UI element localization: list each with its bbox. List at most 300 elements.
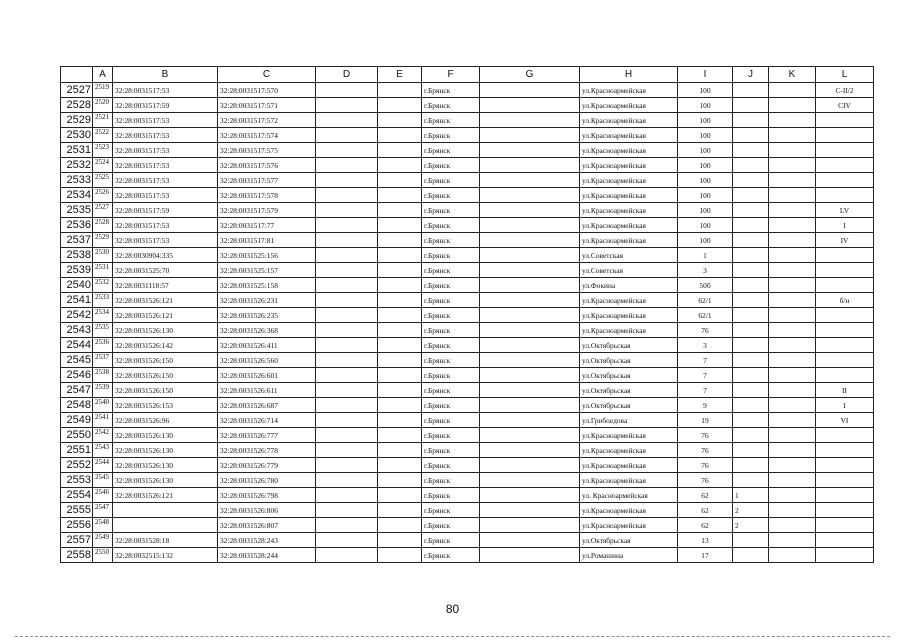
cell-f[interactable]: г.Брянск: [422, 548, 480, 563]
cell-j[interactable]: [733, 128, 769, 143]
cell-i[interactable]: 100: [678, 113, 733, 128]
cell-h[interactable]: ул.Красноармейская: [580, 188, 678, 203]
cell-h[interactable]: ул.Красноармейская: [580, 308, 678, 323]
cell-a[interactable]: 2544: [93, 458, 113, 473]
cell-b[interactable]: [113, 503, 218, 518]
cell-j[interactable]: [733, 323, 769, 338]
cell-h[interactable]: ул.Октябрьская: [580, 353, 678, 368]
cell-b[interactable]: 32:28:0031517:53: [113, 233, 218, 248]
cell-i[interactable]: 100: [678, 173, 733, 188]
cell-c[interactable]: 32:28:0031526:778: [218, 443, 316, 458]
cell-j[interactable]: [733, 113, 769, 128]
cell-b[interactable]: 32:28:0032515:132: [113, 548, 218, 563]
cell-d[interactable]: [316, 428, 378, 443]
cell-c[interactable]: 32:28:0031517:571: [218, 98, 316, 113]
cell-k[interactable]: [769, 428, 816, 443]
cell-k[interactable]: [769, 98, 816, 113]
cell-l[interactable]: [816, 278, 874, 293]
cell-f[interactable]: г.Брянск: [422, 353, 480, 368]
cell-b[interactable]: 32:28:0031517:53: [113, 113, 218, 128]
cell-b[interactable]: 32:28:0031525:70: [113, 263, 218, 278]
cell-e[interactable]: [378, 113, 422, 128]
cell-f[interactable]: г.Брянск: [422, 338, 480, 353]
cell-i[interactable]: 62/1: [678, 308, 733, 323]
cell-j[interactable]: [733, 353, 769, 368]
cell-h[interactable]: ул.Красноармейская: [580, 428, 678, 443]
cell-e[interactable]: [378, 548, 422, 563]
cell-c[interactable]: 32:28:0031526:807: [218, 518, 316, 533]
cell-d[interactable]: [316, 233, 378, 248]
row-number[interactable]: 2556: [61, 518, 93, 533]
cell-a[interactable]: 2527: [93, 203, 113, 218]
cell-a[interactable]: 2546: [93, 488, 113, 503]
cell-a[interactable]: 2537: [93, 353, 113, 368]
cell-j[interactable]: [733, 443, 769, 458]
cell-k[interactable]: [769, 218, 816, 233]
cell-c[interactable]: 32:28:0031526:411: [218, 338, 316, 353]
cell-c[interactable]: 32:28:0031526:806: [218, 503, 316, 518]
cell-i[interactable]: 100: [678, 83, 733, 98]
cell-k[interactable]: [769, 278, 816, 293]
cell-l[interactable]: [816, 173, 874, 188]
cell-i[interactable]: 3: [678, 263, 733, 278]
cell-e[interactable]: [378, 488, 422, 503]
cell-b[interactable]: 32:28:0031526:130: [113, 323, 218, 338]
cell-d[interactable]: [316, 98, 378, 113]
cell-j[interactable]: [733, 473, 769, 488]
cell-e[interactable]: [378, 458, 422, 473]
cell-j[interactable]: [733, 368, 769, 383]
cell-h[interactable]: ул.Красноармейская: [580, 113, 678, 128]
row-number[interactable]: 2545: [61, 353, 93, 368]
cell-e[interactable]: [378, 83, 422, 98]
cell-a[interactable]: 2523: [93, 143, 113, 158]
cell-i[interactable]: 100: [678, 158, 733, 173]
cell-k[interactable]: [769, 398, 816, 413]
cell-k[interactable]: [769, 488, 816, 503]
cell-e[interactable]: [378, 218, 422, 233]
cell-j[interactable]: [733, 383, 769, 398]
cell-g[interactable]: [480, 503, 580, 518]
cell-e[interactable]: [378, 398, 422, 413]
cell-k[interactable]: [769, 338, 816, 353]
cell-k[interactable]: [769, 548, 816, 563]
cell-i[interactable]: 62: [678, 518, 733, 533]
cell-l[interactable]: [816, 488, 874, 503]
cell-c[interactable]: 32:28:0031517:579: [218, 203, 316, 218]
row-number[interactable]: 2531: [61, 143, 93, 158]
cell-i[interactable]: 100: [678, 128, 733, 143]
cell-h[interactable]: ул.Красноармейская: [580, 158, 678, 173]
cell-l[interactable]: [816, 263, 874, 278]
cell-j[interactable]: [733, 413, 769, 428]
cell-l[interactable]: I: [816, 218, 874, 233]
cell-g[interactable]: [480, 383, 580, 398]
cell-i[interactable]: 17: [678, 548, 733, 563]
column-header-i[interactable]: I: [678, 67, 733, 83]
cell-e[interactable]: [378, 368, 422, 383]
cell-g[interactable]: [480, 518, 580, 533]
column-header-e[interactable]: E: [378, 67, 422, 83]
cell-k[interactable]: [769, 518, 816, 533]
cell-i[interactable]: 62/1: [678, 293, 733, 308]
row-number[interactable]: 2553: [61, 473, 93, 488]
cell-a[interactable]: 2520: [93, 98, 113, 113]
cell-b[interactable]: 32:28:0031526:121: [113, 488, 218, 503]
cell-g[interactable]: [480, 473, 580, 488]
cell-a[interactable]: 2550: [93, 548, 113, 563]
row-number[interactable]: 2535: [61, 203, 93, 218]
cell-f[interactable]: г.Брянск: [422, 278, 480, 293]
cell-e[interactable]: [378, 188, 422, 203]
cell-a[interactable]: 2533: [93, 293, 113, 308]
cell-d[interactable]: [316, 458, 378, 473]
cell-e[interactable]: [378, 98, 422, 113]
cell-h[interactable]: ул.Красноармейская: [580, 143, 678, 158]
cell-f[interactable]: г.Брянск: [422, 143, 480, 158]
cell-j[interactable]: [733, 173, 769, 188]
row-number[interactable]: 2542: [61, 308, 93, 323]
cell-l[interactable]: [816, 548, 874, 563]
cell-c[interactable]: 32:28:0031526:601: [218, 368, 316, 383]
cell-d[interactable]: [316, 143, 378, 158]
cell-d[interactable]: [316, 173, 378, 188]
cell-d[interactable]: [316, 473, 378, 488]
cell-d[interactable]: [316, 518, 378, 533]
cell-d[interactable]: [316, 353, 378, 368]
cell-e[interactable]: [378, 233, 422, 248]
cell-l[interactable]: LV: [816, 203, 874, 218]
cell-c[interactable]: 32:28:0031526:611: [218, 383, 316, 398]
cell-b[interactable]: 32:28:0031517:53: [113, 143, 218, 158]
cell-b[interactable]: 32:28:0031517:53: [113, 158, 218, 173]
cell-e[interactable]: [378, 503, 422, 518]
cell-c[interactable]: 32:28:0031525:158: [218, 278, 316, 293]
cell-g[interactable]: [480, 308, 580, 323]
cell-k[interactable]: [769, 368, 816, 383]
cell-l[interactable]: [816, 473, 874, 488]
cell-c[interactable]: 32:28:0031526:780: [218, 473, 316, 488]
cell-k[interactable]: [769, 233, 816, 248]
cell-b[interactable]: 32:28:0031526:150: [113, 368, 218, 383]
cell-k[interactable]: [769, 533, 816, 548]
cell-f[interactable]: г.Брянск: [422, 158, 480, 173]
cell-c[interactable]: 32:28:0031525:156: [218, 248, 316, 263]
cell-b[interactable]: 32:28:0031517:53: [113, 83, 218, 98]
cell-i[interactable]: 7: [678, 353, 733, 368]
cell-k[interactable]: [769, 143, 816, 158]
cell-e[interactable]: [378, 203, 422, 218]
cell-c[interactable]: 32:28:0031526:235: [218, 308, 316, 323]
cell-i[interactable]: 7: [678, 383, 733, 398]
cell-j[interactable]: [733, 218, 769, 233]
cell-c[interactable]: 32:28:0031526:231: [218, 293, 316, 308]
cell-i[interactable]: 19: [678, 413, 733, 428]
cell-k[interactable]: [769, 293, 816, 308]
cell-d[interactable]: [316, 293, 378, 308]
cell-b[interactable]: 32:28:0031526:150: [113, 353, 218, 368]
row-number[interactable]: 2537: [61, 233, 93, 248]
cell-f[interactable]: г.Брянск: [422, 128, 480, 143]
cell-i[interactable]: 3: [678, 338, 733, 353]
cell-k[interactable]: [769, 128, 816, 143]
cell-g[interactable]: [480, 143, 580, 158]
cell-l[interactable]: [816, 143, 874, 158]
cell-h[interactable]: ул.Красноармейская: [580, 128, 678, 143]
row-number[interactable]: 2547: [61, 383, 93, 398]
column-header-b[interactable]: B: [113, 67, 218, 83]
cell-l[interactable]: б/н: [816, 293, 874, 308]
cell-b[interactable]: 32:28:0031526:153: [113, 398, 218, 413]
cell-c[interactable]: 32:28:0031517:81: [218, 233, 316, 248]
cell-g[interactable]: [480, 413, 580, 428]
cell-d[interactable]: [316, 533, 378, 548]
cell-a[interactable]: 2524: [93, 158, 113, 173]
cell-h[interactable]: ул.Ромашина: [580, 548, 678, 563]
cell-c[interactable]: 32:28:0031517:575: [218, 143, 316, 158]
cell-k[interactable]: [769, 443, 816, 458]
row-number[interactable]: 2532: [61, 158, 93, 173]
row-number[interactable]: 2551: [61, 443, 93, 458]
cell-h[interactable]: ул.Красноармейская: [580, 203, 678, 218]
row-number[interactable]: 2533: [61, 173, 93, 188]
cell-d[interactable]: [316, 113, 378, 128]
cell-d[interactable]: [316, 488, 378, 503]
cell-f[interactable]: г.Брянск: [422, 218, 480, 233]
cell-e[interactable]: [378, 338, 422, 353]
cell-a[interactable]: 2522: [93, 128, 113, 143]
cell-h[interactable]: ул.Советская: [580, 263, 678, 278]
cell-j[interactable]: [733, 293, 769, 308]
cell-h[interactable]: ул.Красноармейская: [580, 173, 678, 188]
row-number[interactable]: 2543: [61, 323, 93, 338]
row-number[interactable]: 2552: [61, 458, 93, 473]
cell-h[interactable]: ул.Октябрьская: [580, 338, 678, 353]
cell-a[interactable]: 2526: [93, 188, 113, 203]
cell-g[interactable]: [480, 278, 580, 293]
row-number[interactable]: 2558: [61, 548, 93, 563]
cell-g[interactable]: [480, 248, 580, 263]
cell-k[interactable]: [769, 458, 816, 473]
column-header-l[interactable]: L: [816, 67, 874, 83]
cell-g[interactable]: [480, 293, 580, 308]
row-number[interactable]: 2540: [61, 278, 93, 293]
cell-a[interactable]: 2540: [93, 398, 113, 413]
cell-d[interactable]: [316, 83, 378, 98]
row-number[interactable]: 2530: [61, 128, 93, 143]
cell-a[interactable]: 2532: [93, 278, 113, 293]
cell-b[interactable]: 32:28:0031517:53: [113, 128, 218, 143]
cell-g[interactable]: [480, 398, 580, 413]
cell-l[interactable]: [816, 248, 874, 263]
cell-e[interactable]: [378, 128, 422, 143]
row-number[interactable]: 2544: [61, 338, 93, 353]
cell-g[interactable]: [480, 353, 580, 368]
cell-a[interactable]: 2542: [93, 428, 113, 443]
cell-c[interactable]: 32:28:0031517:578: [218, 188, 316, 203]
cell-b[interactable]: 32:28:0031528:18: [113, 533, 218, 548]
cell-c[interactable]: 32:28:0031517:570: [218, 83, 316, 98]
row-number[interactable]: 2529: [61, 113, 93, 128]
cell-h[interactable]: ул.Красноармейская: [580, 293, 678, 308]
cell-f[interactable]: г.Брянск: [422, 458, 480, 473]
cell-b[interactable]: 32:28:0031517:59: [113, 203, 218, 218]
cell-k[interactable]: [769, 383, 816, 398]
cell-d[interactable]: [316, 128, 378, 143]
cell-a[interactable]: 2521: [93, 113, 113, 128]
cell-d[interactable]: [316, 548, 378, 563]
cell-a[interactable]: 2535: [93, 323, 113, 338]
cell-k[interactable]: [769, 188, 816, 203]
cell-i[interactable]: 9: [678, 398, 733, 413]
cell-j[interactable]: [733, 458, 769, 473]
cell-c[interactable]: 32:28:0031517:577: [218, 173, 316, 188]
cell-b[interactable]: 32:28:0031118:57: [113, 278, 218, 293]
cell-k[interactable]: [769, 323, 816, 338]
cell-c[interactable]: 32:28:0031526:560: [218, 353, 316, 368]
cell-d[interactable]: [316, 308, 378, 323]
cell-l[interactable]: IV: [816, 233, 874, 248]
row-number[interactable]: 2546: [61, 368, 93, 383]
cell-i[interactable]: 62: [678, 503, 733, 518]
row-number[interactable]: 2549: [61, 413, 93, 428]
cell-i[interactable]: 1: [678, 248, 733, 263]
cell-f[interactable]: г.Брянск: [422, 428, 480, 443]
cell-g[interactable]: [480, 548, 580, 563]
row-number[interactable]: 2528: [61, 98, 93, 113]
cell-i[interactable]: 76: [678, 428, 733, 443]
row-number[interactable]: 2538: [61, 248, 93, 263]
row-number[interactable]: 2555: [61, 503, 93, 518]
cell-i[interactable]: 50б: [678, 278, 733, 293]
cell-d[interactable]: [316, 398, 378, 413]
cell-g[interactable]: [480, 83, 580, 98]
cell-a[interactable]: 2534: [93, 308, 113, 323]
column-header-j[interactable]: J: [733, 67, 769, 83]
cell-l[interactable]: [816, 338, 874, 353]
cell-f[interactable]: г.Брянск: [422, 413, 480, 428]
cell-b[interactable]: 32:28:0031526:130: [113, 428, 218, 443]
cell-h[interactable]: ул.Красноармейская: [580, 323, 678, 338]
cell-f[interactable]: г.Брянск: [422, 308, 480, 323]
cell-l[interactable]: С-II/2: [816, 83, 874, 98]
cell-i[interactable]: 100: [678, 203, 733, 218]
cell-e[interactable]: [378, 308, 422, 323]
cell-d[interactable]: [316, 248, 378, 263]
cell-i[interactable]: 13: [678, 533, 733, 548]
row-number[interactable]: 2557: [61, 533, 93, 548]
row-number[interactable]: 2534: [61, 188, 93, 203]
cell-g[interactable]: [480, 203, 580, 218]
cell-d[interactable]: [316, 383, 378, 398]
cell-l[interactable]: [816, 158, 874, 173]
cell-g[interactable]: [480, 443, 580, 458]
cell-g[interactable]: [480, 173, 580, 188]
cell-a[interactable]: 2530: [93, 248, 113, 263]
cell-j[interactable]: [733, 308, 769, 323]
column-header-g[interactable]: G: [480, 67, 580, 83]
cell-j[interactable]: 2: [733, 518, 769, 533]
cell-a[interactable]: 2547: [93, 503, 113, 518]
cell-f[interactable]: г.Брянск: [422, 263, 480, 278]
cell-i[interactable]: 7: [678, 368, 733, 383]
cell-f[interactable]: г.Брянск: [422, 188, 480, 203]
cell-j[interactable]: [733, 233, 769, 248]
cell-g[interactable]: [480, 128, 580, 143]
cell-a[interactable]: 2525: [93, 173, 113, 188]
cell-i[interactable]: 76: [678, 458, 733, 473]
column-header-d[interactable]: D: [316, 67, 378, 83]
cell-e[interactable]: [378, 293, 422, 308]
cell-c[interactable]: 32:28:0031526:798: [218, 488, 316, 503]
cell-g[interactable]: [480, 428, 580, 443]
cell-j[interactable]: [733, 398, 769, 413]
cell-g[interactable]: [480, 263, 580, 278]
cell-d[interactable]: [316, 158, 378, 173]
cell-a[interactable]: 2528: [93, 218, 113, 233]
cell-j[interactable]: [733, 248, 769, 263]
cell-j[interactable]: [733, 533, 769, 548]
column-header-k[interactable]: K: [769, 67, 816, 83]
cell-l[interactable]: CIV: [816, 98, 874, 113]
cell-h[interactable]: ул.Октябрьская: [580, 398, 678, 413]
cell-l[interactable]: [816, 188, 874, 203]
cell-h[interactable]: ул.Красноармейская: [580, 518, 678, 533]
cell-j[interactable]: [733, 548, 769, 563]
cell-d[interactable]: [316, 323, 378, 338]
cell-l[interactable]: VI: [816, 413, 874, 428]
cell-f[interactable]: г.Брянск: [422, 488, 480, 503]
cell-g[interactable]: [480, 533, 580, 548]
cell-f[interactable]: г.Брянск: [422, 473, 480, 488]
cell-g[interactable]: [480, 233, 580, 248]
cell-i[interactable]: 100: [678, 143, 733, 158]
cell-e[interactable]: [378, 428, 422, 443]
cell-b[interactable]: 32:28:0031526:130: [113, 473, 218, 488]
row-number[interactable]: 2554: [61, 488, 93, 503]
cell-k[interactable]: [769, 203, 816, 218]
cell-i[interactable]: 100: [678, 233, 733, 248]
cell-b[interactable]: 32:28:0031526:121: [113, 308, 218, 323]
cell-f[interactable]: г.Брянск: [422, 113, 480, 128]
cell-l[interactable]: [816, 428, 874, 443]
cell-k[interactable]: [769, 308, 816, 323]
cell-g[interactable]: [480, 458, 580, 473]
cell-e[interactable]: [378, 443, 422, 458]
cell-e[interactable]: [378, 278, 422, 293]
cell-c[interactable]: 32:28:0031517:77: [218, 218, 316, 233]
cell-f[interactable]: г.Брянск: [422, 83, 480, 98]
cell-b[interactable]: [113, 518, 218, 533]
cell-b[interactable]: 32:28:0031517:53: [113, 218, 218, 233]
corner-header[interactable]: [61, 67, 93, 83]
cell-h[interactable]: ул.Красноармейская: [580, 443, 678, 458]
cell-a[interactable]: 2536: [93, 338, 113, 353]
cell-e[interactable]: [378, 533, 422, 548]
cell-g[interactable]: [480, 218, 580, 233]
column-header-c[interactable]: C: [218, 67, 316, 83]
cell-g[interactable]: [480, 488, 580, 503]
row-number[interactable]: 2536: [61, 218, 93, 233]
cell-d[interactable]: [316, 263, 378, 278]
cell-j[interactable]: [733, 143, 769, 158]
cell-g[interactable]: [480, 98, 580, 113]
cell-h[interactable]: ул.Красноармейская: [580, 458, 678, 473]
cell-k[interactable]: [769, 473, 816, 488]
cell-j[interactable]: 1: [733, 488, 769, 503]
cell-e[interactable]: [378, 158, 422, 173]
cell-a[interactable]: 2548: [93, 518, 113, 533]
